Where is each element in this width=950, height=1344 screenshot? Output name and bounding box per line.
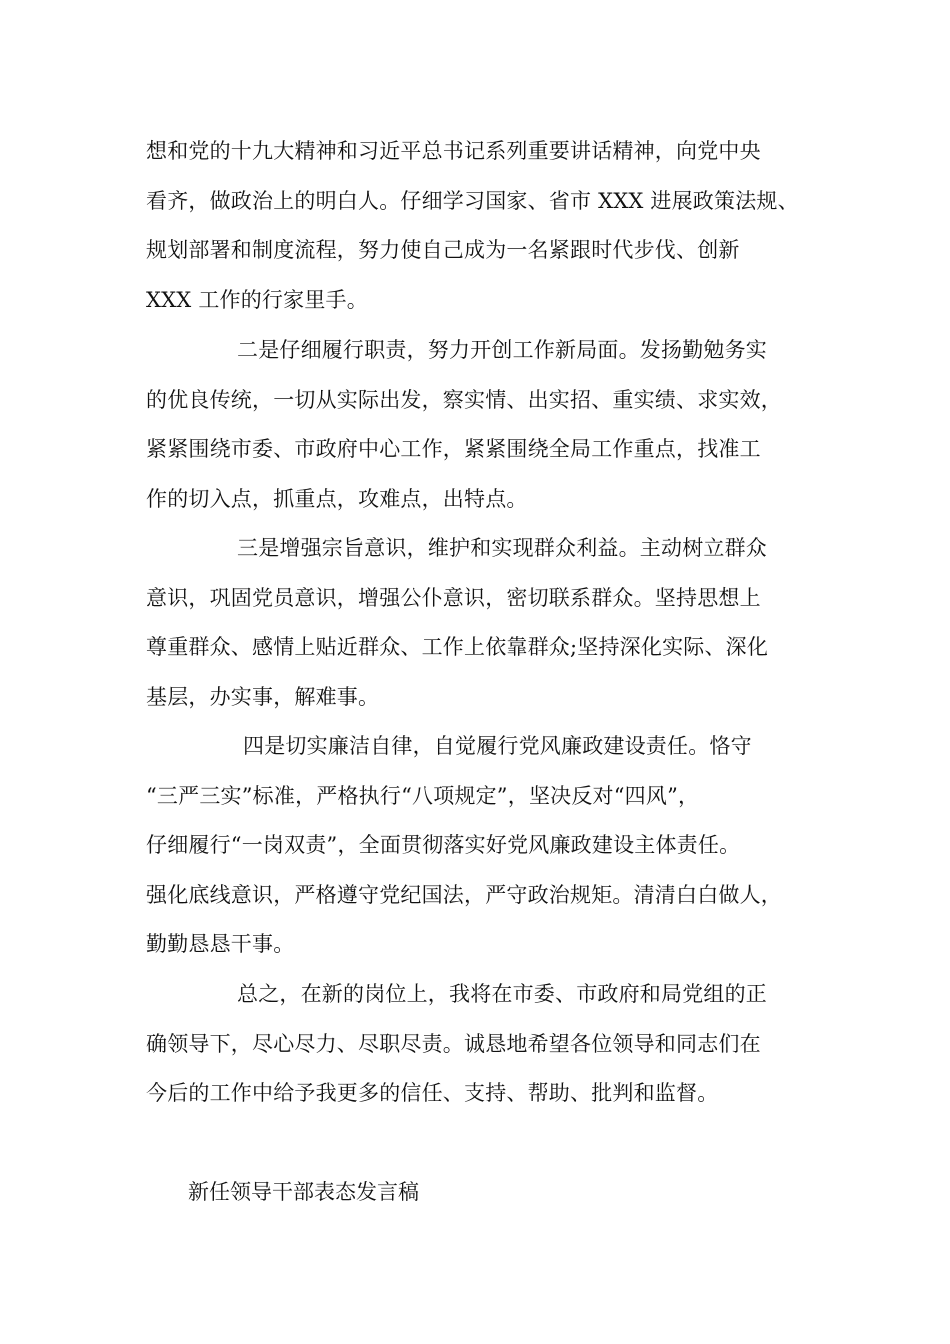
- text-line: 确领导下，尽心尽力、尽职尽责。诚恳地希望各位领导和同志们在: [146, 1031, 761, 1056]
- text-line: 勤勤恳恳干事。: [146, 932, 295, 957]
- text-line: 想和党的十九大精神和习近平总书记系列重要讲话精神，向党中央: [146, 139, 761, 163]
- paragraph-integrity: [146, 722, 826, 970]
- paragraph-study: [146, 127, 826, 325]
- paragraph-duties: [146, 326, 826, 524]
- text-line: 仔细履行“一岗双责”，全面贯彻落实好党风廉政建设主体责任。: [146, 833, 741, 858]
- text-line: 作的切入点，抓重点，攻难点，出特点。: [146, 486, 528, 511]
- paragraph-conclusion: [146, 970, 826, 1119]
- text-line: “三严三实”标准，严格执行“八项规定”，坚决反对“四风”，: [146, 783, 700, 808]
- text-line: 强化底线意识，严格遵守党纪国法，严守政治规矩。清清白白做人，: [146, 882, 782, 907]
- text-line: 尊重群众、感情上贴近群众、工作上依靠群众;坚持深化实际、深化: [146, 635, 769, 660]
- text-line: 紧紧围绕市委、市政府中心工作，紧紧围绕全局工作重点，找准工: [146, 437, 761, 462]
- text-line: 今后的工作中给予我更多的信任、支持、帮助、批判和监督。: [146, 1081, 719, 1106]
- text-line: XXX 工作的行家里手。: [146, 287, 368, 312]
- text-line: 三是增强宗旨意识，维护和实现群众利益。主动树立群众: [237, 536, 767, 560]
- text-line: 基层，办实事，解难事。: [146, 684, 380, 709]
- next-document-title: 新任领导干部表态发言稿: [188, 1180, 419, 1204]
- text-line: 意识，巩固党员意识，增强公仆意识，密切联系群众。坚持思想上: [146, 585, 761, 610]
- text-line: 总之，在新的岗位上，我将在市委、市政府和局党组的正: [237, 982, 767, 1006]
- text-line: 二是仔细履行职责，努力开创工作新局面。发扬勤勉务实: [237, 338, 767, 362]
- text-line: 规划部署和制度流程，努力使自己成为一名紧跟时代步伐、创新: [146, 238, 740, 263]
- text-line: 四是切实廉洁自律，自觉履行党风廉政建设责任。恪守: [243, 734, 752, 758]
- paragraph-purpose: [146, 524, 826, 722]
- text-line: 的优良传统，一切从实际出发，察实情、出实招、重实绩、求实效，: [146, 387, 782, 412]
- text-line: 看齐，做政治上的明白人。仔细学习国家、省市 XXX 进展政策法规、: [146, 188, 799, 213]
